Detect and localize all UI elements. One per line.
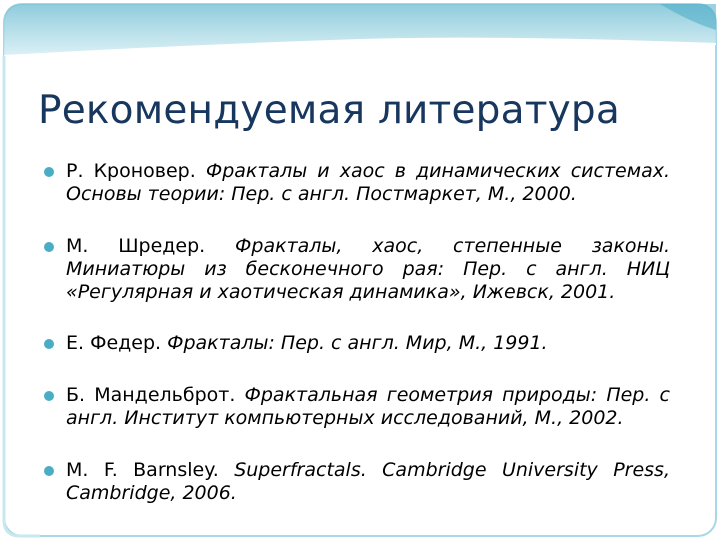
reference-work: Superfractals. Cambridge University Press, Cambridge, 2006. [66, 459, 670, 504]
reference-item [44, 332, 670, 355]
reference-item [44, 160, 670, 206]
bullet-icon [44, 242, 54, 252]
reference-work: Фрактальная геометрия природы: Пер. с англ. Институт компьютерных исследований, М., 2002. [66, 384, 670, 429]
reference-item [44, 459, 670, 505]
reference-work: Фракталы и хаос в динамических системах. Основы теории: Пер. с англ. Постмаркет, М., 2000. [66, 160, 670, 205]
reference-list [44, 160, 670, 505]
reference-work: Фракталы, хаос, степенные законы. Миниатюры из бесконечного рая: Пер. с англ. НИЦ «Регулярная и хаотическая динамика», Ижевск, 2001. [66, 235, 671, 303]
reference-author: Р. Кроновер. [66, 160, 196, 182]
reference-item [44, 235, 670, 304]
reference-work: Фракталы: Пер. с англ. Мир, М., 1991. [161, 332, 548, 354]
reference-author: М. Шредер. [66, 235, 206, 257]
reference-item [44, 384, 670, 430]
bullet-icon [44, 466, 54, 476]
bullet-icon [44, 339, 54, 349]
reference-author: M. F. Barnsley. [66, 459, 219, 481]
bullet-icon [44, 391, 54, 401]
reference-author: Б. Мандельброт. [66, 384, 236, 406]
slide-title: Рекомендуемая литература [38, 88, 620, 133]
bullet-icon [44, 167, 54, 177]
reference-author: Е. Федер. [66, 332, 162, 354]
